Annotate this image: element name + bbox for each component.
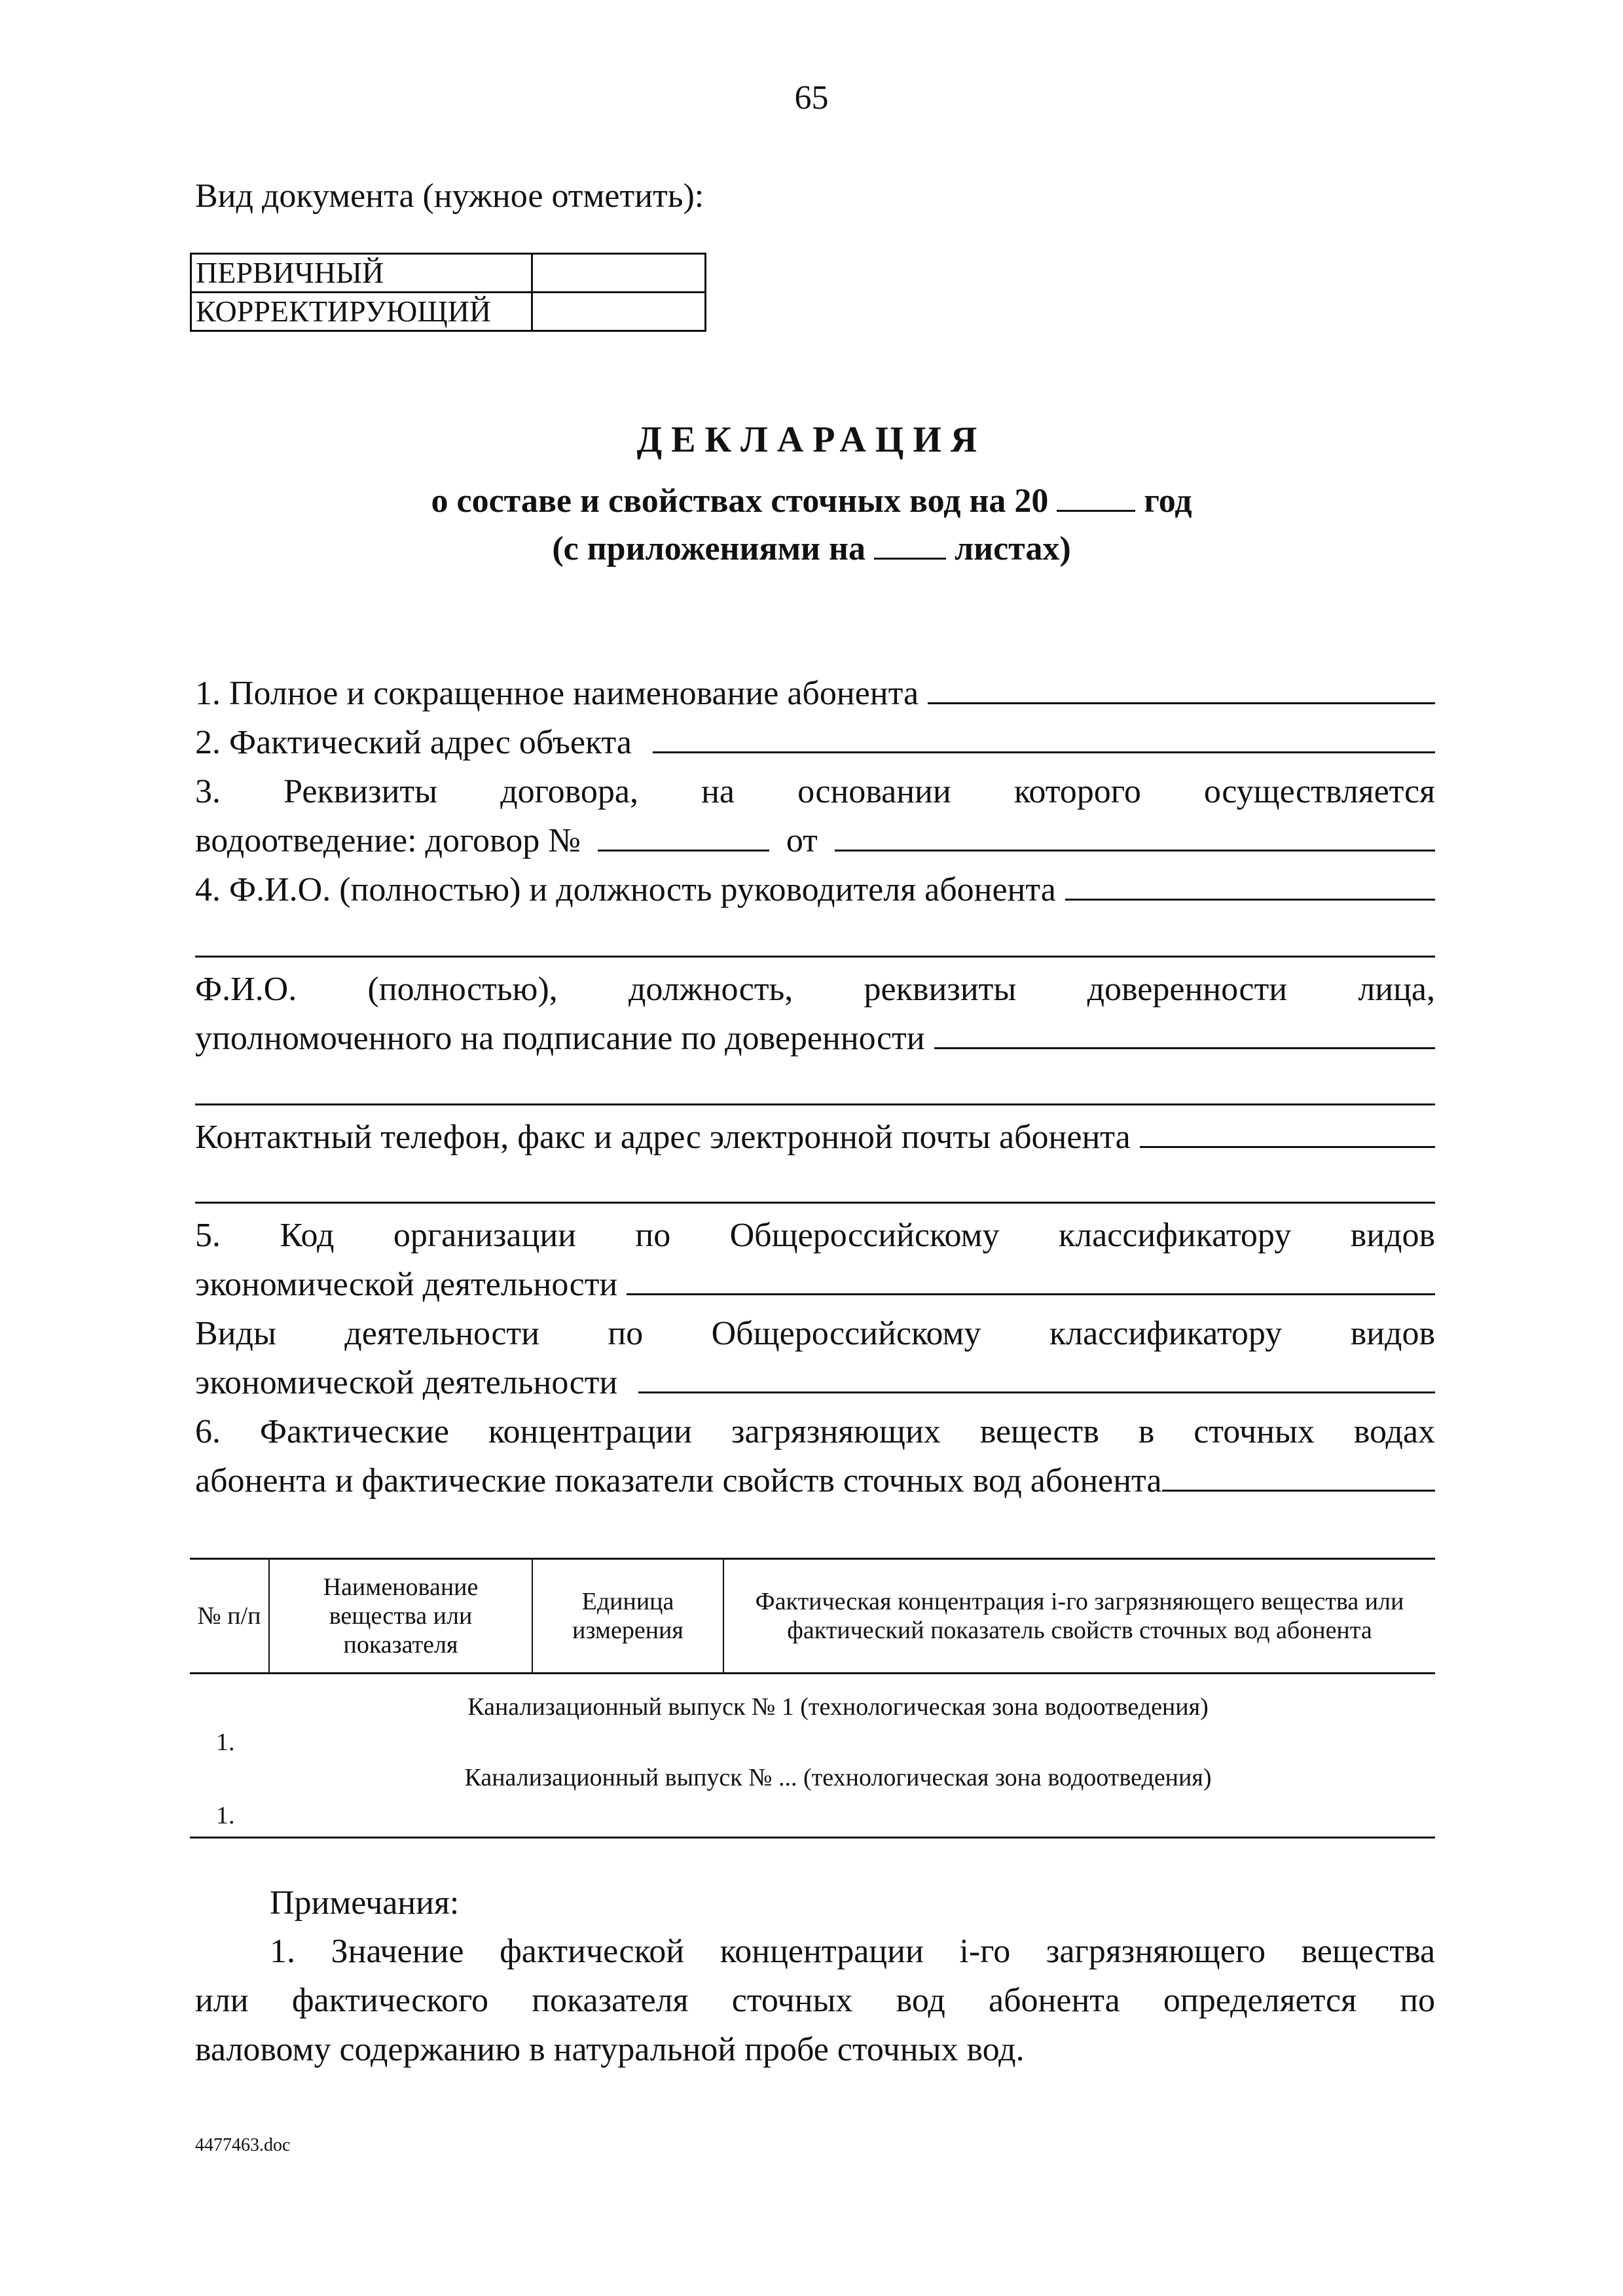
note-1-word: фактической [500,1933,685,1970]
item-5-word: классификатору [1058,1217,1292,1254]
item-6-word: веществ [979,1413,1099,1450]
doc-type-row-primary [191,254,706,293]
subscriber-name-blank[interactable] [928,673,1435,704]
item-6-word: концентрации [488,1413,693,1450]
item-5-word: 5. Код [195,1217,335,1254]
item-4-text: 4. Ф.И.О. (полностью) и должность руководителя абонента [195,871,1056,908]
year-blank[interactable] [1057,481,1135,512]
item-3-line [195,771,1435,813]
item-6-line [195,1411,1435,1453]
item-5-word: видов [1350,1217,1436,1254]
note-1-word: определяется [1163,1982,1357,2019]
item-5-word: Общероссийскому [729,1217,1000,1254]
item-3-contract-text: водоотведение: договор № [195,822,581,859]
header-substance: Наименование вещества или показателя [269,1559,532,1674]
item-5-word: организации [393,1217,576,1254]
doc-type-table [190,253,706,332]
proxy-word: реквизиты [864,971,1017,1008]
page-number: 65 [794,79,829,117]
proxy-blank-continued[interactable] [195,1103,1435,1105]
note-1-line-2 [195,1980,1435,2022]
doc-type-corrective-checkbox[interactable] [532,293,706,331]
item-3-contract-line [195,820,1435,862]
sheets-blank[interactable] [874,529,946,560]
contact-line [195,1117,1435,1158]
item-1-line [195,673,1435,715]
proxy-word: доверенности [1087,971,1288,1008]
table-header-row [190,1559,1435,1674]
item-5-cont-line [195,1264,1435,1306]
item-3-from-text: от [786,822,818,859]
proxy-line [195,969,1435,1011]
proxy-word: (полностью), [367,971,558,1008]
subtitle-line-1-end: год [1144,482,1192,520]
note-1-word: 1. [270,1933,295,1970]
note-1-word: вещества [1301,1933,1436,1970]
doc-type-primary-label: ПЕРВИЧНЫЙ [191,254,532,293]
header-unit: Единица измерения [532,1559,723,1674]
header-number: № п/п [190,1559,269,1674]
item-6-cont-text: абонента и фактические показатели свойств сточных вод абонента [195,1462,1162,1499]
item-6-word: водах [1353,1413,1436,1450]
director-name-blank-continued[interactable] [195,956,1435,958]
subtitle-line-2 [0,529,1623,568]
note-1-word: вод [896,1982,945,2019]
concentrations-table [190,1558,1435,1674]
item-4-line [195,869,1435,911]
activity-kinds-cont-line [195,1362,1435,1404]
item-3-word: основании [797,773,951,810]
note-1-word: сточных [731,1982,853,2019]
subtitle-line-1-start: о составе и свойствах сточных вод на 20 [431,482,1049,520]
contract-number-blank[interactable] [598,821,769,852]
note-1-word: концентрации [720,1933,924,1970]
outfall-2-row-number: 1. [216,1802,235,1829]
item-6-word: Фактические [259,1413,449,1450]
activity-kinds-word: видов [1350,1315,1436,1352]
proxy-word: лица, [1358,971,1436,1008]
item-3-word: которого [1013,773,1141,810]
concentrations-blank[interactable] [1162,1461,1436,1492]
item-6-word: сточных [1194,1413,1315,1450]
activity-kinds-line [195,1313,1435,1355]
activity-kinds-cont-text: экономической деятельности [195,1364,618,1401]
activity-kinds-word: Виды [195,1315,276,1352]
note-1-word: i-го [959,1933,1011,1970]
item-3-word: 3. Реквизиты [195,773,438,810]
doc-type-label: Вид документа (нужное отметить): [195,177,704,215]
activity-kinds-word: Общероссийскому [711,1315,981,1352]
proxy-word: Ф.И.О. [195,971,297,1008]
proxy-blank[interactable] [934,1018,1435,1049]
item-6-word: 6. [195,1413,221,1450]
activity-kinds-word: по [608,1315,644,1352]
note-1-line-1 [270,1931,1435,1973]
contract-date-blank[interactable] [835,821,1435,852]
outfall-1-title: Канализационный выпуск № 1 (технологическая зона водоотведения) [467,1693,1209,1721]
note-1-word: показателя [532,1982,689,2019]
note-1-word: по [1400,1982,1436,2019]
proxy-word: должность, [628,971,793,1008]
activity-kinds-word: классификатору [1049,1315,1283,1352]
document-title: ДЕКЛАРАЦИЯ [636,420,987,460]
item-6-word: загрязняющих [731,1413,941,1450]
director-name-blank[interactable] [1065,870,1435,901]
note-1-word: абонента [989,1982,1120,2019]
note-1-line-3: валовому содержанию в натуральной пробе сточных вод. [195,2031,1025,2068]
okved-code-blank[interactable] [627,1265,1435,1295]
outfall-2-title: Канализационный выпуск № ... (технологическая зона водоотведения) [464,1764,1212,1791]
activity-kinds-blank[interactable] [638,1363,1435,1393]
contact-blank[interactable] [1140,1117,1435,1148]
subtitle-line-1 [0,481,1623,520]
doc-type-row-corrective [191,293,706,331]
item-1-text: 1. Полное и сокращенное наименование абонента [195,675,919,712]
note-1-word: фактического [291,1982,488,2019]
item-2-line [195,722,1435,764]
outfall-1-row-number: 1. [216,1729,235,1756]
item-6-word: в [1138,1413,1155,1450]
doc-type-corrective-label: КОРРЕКТИРУЮЩИЙ [191,293,532,331]
header-concentration: Фактическая концентрация i-го загрязняющего вещества или фактический показатель свойств сточных вод абонента [723,1559,1435,1674]
proxy-cont-line [195,1018,1435,1060]
notes-heading: Примечания: [270,1884,460,1922]
file-signature: 4477463.doc [195,2135,291,2155]
subtitle-line-2-start: (с приложениями на [552,530,866,567]
object-address-blank[interactable] [653,723,1435,753]
proxy-cont-text: уполномоченного на подписание по доверенности [195,1020,925,1057]
item-6-cont-line [195,1460,1435,1502]
item-3-word: осуществляется [1203,773,1436,810]
note-1-word: загрязняющего [1046,1933,1266,1970]
item-3-word: договора, [500,773,638,810]
item-2-text: 2. Фактический адрес объекта [195,724,632,761]
note-1-word: или [195,1982,249,2019]
item-3-word: на [701,773,735,810]
item-5-word: по [635,1217,671,1254]
subtitle-line-2-end: листах) [954,530,1071,567]
contact-blank-continued[interactable] [195,1202,1435,1204]
item-5-cont-text: экономической деятельности [195,1266,618,1303]
contact-text: Контактный телефон, факс и адрес электронной почты абонента [195,1119,1131,1156]
item-5-line [195,1215,1435,1257]
doc-type-primary-checkbox[interactable] [532,254,706,293]
note-1-word: Значение [331,1933,464,1970]
table-bottom-rule [190,1837,1435,1839]
activity-kinds-word: деятельности [344,1315,539,1352]
